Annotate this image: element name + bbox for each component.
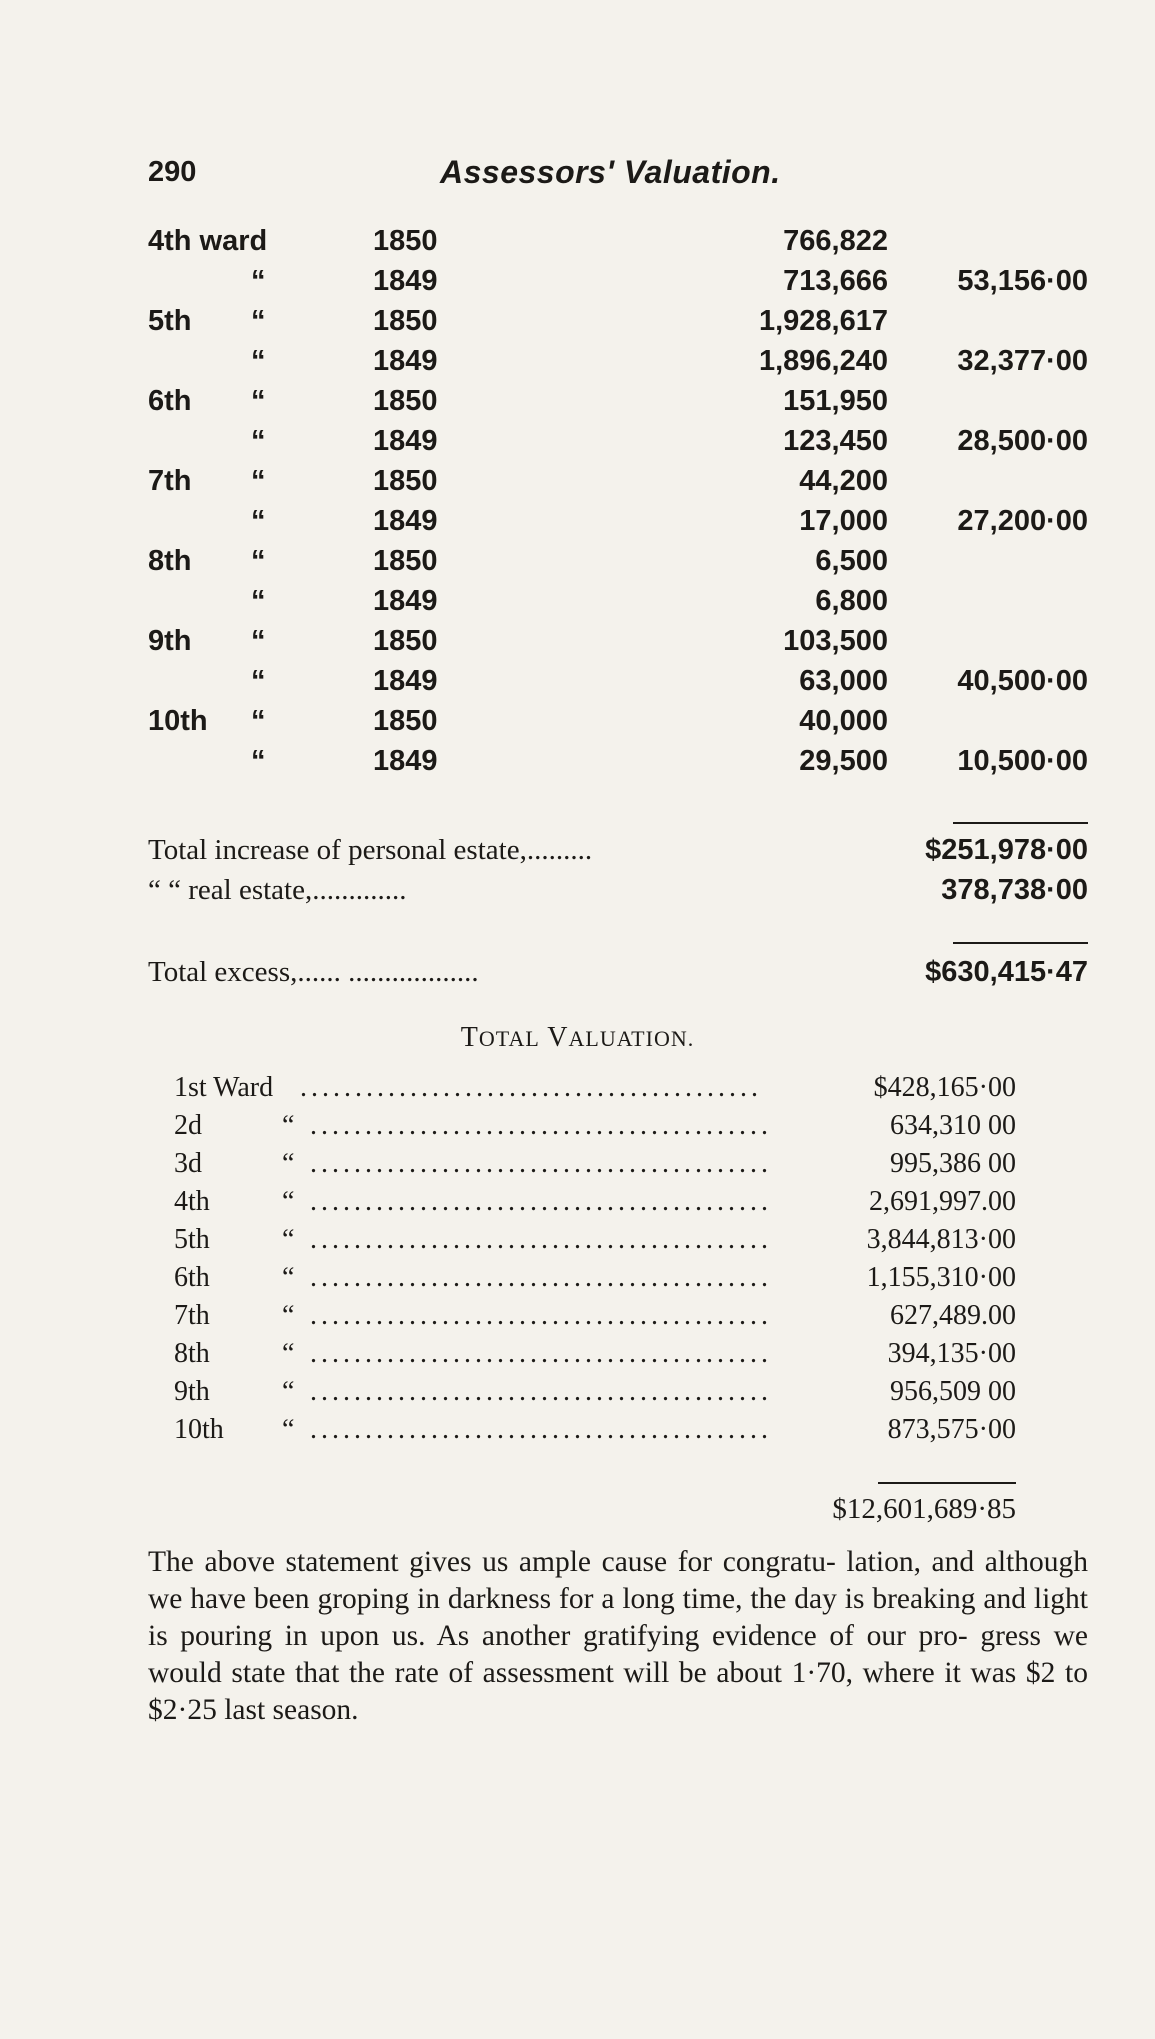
ward-cell: 8th xyxy=(174,1338,210,1369)
total-real-row xyxy=(148,874,1088,914)
table-row xyxy=(174,1414,1016,1452)
table-row xyxy=(174,1376,1016,1414)
ditto-mark: “ xyxy=(251,545,266,577)
dot-leader: .......................................... xyxy=(310,1110,772,1141)
table-row xyxy=(148,305,1088,345)
increase-cell: 53,156·00 xyxy=(957,265,1088,297)
ditto-mark: “ xyxy=(251,345,266,377)
year-cell: 1850 xyxy=(373,385,438,417)
ward-cell: 5th xyxy=(174,1224,210,1255)
total-personal-row xyxy=(148,834,1088,874)
value-cell: 1,928,617 xyxy=(758,305,888,337)
sum-rule xyxy=(953,942,1088,944)
page-number: 290 xyxy=(148,156,197,188)
amount-cell: 995,386 00 xyxy=(890,1148,1016,1179)
ward-cell: 9th xyxy=(148,625,192,657)
dot-leader: .......................................... xyxy=(310,1262,772,1293)
increase-cell: 10,500·00 xyxy=(957,745,1088,777)
heading-smallcaps: OTAL xyxy=(478,1026,540,1051)
value-cell: 29,500 xyxy=(799,745,888,777)
ditto-mark: “ xyxy=(251,625,266,657)
ditto-mark: “ xyxy=(251,705,266,737)
amount-cell: 1,155,310·00 xyxy=(866,1262,1016,1293)
heading-initial: T xyxy=(460,1022,479,1053)
year-cell: 1849 xyxy=(373,665,438,697)
ditto-mark: “ xyxy=(251,465,266,497)
ditto-mark: “ xyxy=(251,745,266,777)
value-cell: 766,822 xyxy=(783,225,888,257)
table-row xyxy=(148,385,1088,425)
ward-cell: 7th xyxy=(148,465,192,497)
total-excess-row xyxy=(148,956,1088,996)
year-cell: 1850 xyxy=(373,225,438,257)
dot-leader: .......................................... xyxy=(310,1338,772,1369)
ditto-mark: “ xyxy=(282,1338,295,1369)
increase-cell: 27,200·00 xyxy=(957,505,1088,537)
value-cell: 6,500 xyxy=(815,545,888,577)
amount-cell: 3,844,813·00 xyxy=(866,1224,1016,1255)
amount-cell: 634,310 00 xyxy=(890,1110,1016,1141)
table-row xyxy=(174,1110,1016,1148)
heading-smallcaps: ALUATION. xyxy=(568,1026,695,1051)
value-cell: 63,000 xyxy=(799,665,888,697)
ward-cell: 8th xyxy=(148,545,192,577)
ward-cell: 6th xyxy=(174,1262,210,1293)
ditto-mark: “ xyxy=(282,1110,295,1141)
ward-cell: 6th xyxy=(148,385,192,417)
ditto-mark: “ xyxy=(251,265,266,297)
valuation-table xyxy=(174,1072,1016,1452)
table-row xyxy=(148,345,1088,385)
table-row xyxy=(148,705,1088,745)
ditto-mark: “ xyxy=(251,665,266,697)
table-row xyxy=(148,465,1088,505)
dot-leader: .......................................... xyxy=(310,1224,772,1255)
table-row xyxy=(148,665,1088,705)
year-cell: 1850 xyxy=(373,305,438,337)
table-row xyxy=(174,1186,1016,1224)
dot-leader: .......................................... xyxy=(310,1300,772,1331)
ditto-mark: “ xyxy=(282,1148,295,1179)
excess-total xyxy=(148,956,1088,996)
amount-cell: 956,509 00 xyxy=(890,1376,1016,1407)
year-cell: 1850 xyxy=(373,705,438,737)
table-row xyxy=(148,545,1088,585)
table-row xyxy=(148,745,1088,785)
year-cell: 1849 xyxy=(373,745,438,777)
running-title: Assessors' Valuation. xyxy=(440,154,781,190)
increase-cell: 40,500·00 xyxy=(957,665,1088,697)
increase-totals xyxy=(148,834,1088,914)
sum-rule xyxy=(953,822,1088,824)
value-cell: 103,500 xyxy=(783,625,888,657)
ward-cell: 7th xyxy=(174,1300,210,1331)
year-cell: 1850 xyxy=(373,625,438,657)
dot-leader: .......................................... xyxy=(310,1186,772,1217)
total-real-label: “ “ real estate,............. xyxy=(148,874,407,906)
ditto-mark: “ xyxy=(251,305,266,337)
ward-cell: 9th xyxy=(174,1376,210,1407)
table-row xyxy=(174,1300,1016,1338)
dot-leader: .......................................... xyxy=(300,1072,762,1103)
table-row xyxy=(174,1338,1016,1376)
table-row xyxy=(174,1224,1016,1262)
year-cell: 1849 xyxy=(373,425,438,457)
ward-cell: 2d xyxy=(174,1110,202,1141)
ditto-mark: “ xyxy=(282,1186,295,1217)
ward-comparison-table xyxy=(148,225,1088,785)
ditto-mark: “ xyxy=(251,385,266,417)
value-cell: 151,950 xyxy=(783,385,888,417)
ditto-mark: “ xyxy=(282,1376,295,1407)
table-row xyxy=(148,225,1088,265)
table-row xyxy=(174,1148,1016,1186)
year-cell: 1849 xyxy=(373,585,438,617)
value-cell: 6,800 xyxy=(815,585,888,617)
total-real-amount: 378,738·00 xyxy=(941,874,1088,906)
value-cell: 123,450 xyxy=(783,425,888,457)
ditto-mark: “ xyxy=(251,585,266,617)
total-personal-amount: $251,978·00 xyxy=(925,834,1088,866)
total-excess-label: Total excess,...... .................. xyxy=(148,956,479,988)
ward-cell: 3d xyxy=(174,1148,202,1179)
ward-cell: 10th xyxy=(174,1414,224,1445)
body-paragraph: The above statement gives us ample cause for congratu- lation, and although we have been groping in darkness for a long time, the day is breaking and light is pouring in upon us. As another gratifying evidence of our pro- gress we would state that the rate of assessment will be about 1·70, where it was $2 to $2·25 last season. xyxy=(148,1546,1088,1726)
amount-cell: 394,135·00 xyxy=(887,1338,1016,1369)
value-cell: 44,200 xyxy=(799,465,888,497)
dot-leader: .......................................... xyxy=(310,1148,772,1179)
total-excess-amount: $630,415·47 xyxy=(925,956,1088,988)
table-row xyxy=(148,425,1088,465)
year-cell: 1850 xyxy=(373,545,438,577)
amount-cell: 873,575·00 xyxy=(887,1414,1016,1445)
year-cell: 1849 xyxy=(373,345,438,377)
ward-cell: 4th xyxy=(174,1186,210,1217)
year-cell: 1849 xyxy=(373,505,438,537)
ditto-mark: “ xyxy=(282,1224,295,1255)
value-cell: 17,000 xyxy=(799,505,888,537)
page-header xyxy=(148,156,1028,196)
amount-cell: 2,691,997.00 xyxy=(869,1186,1016,1217)
amount-cell: 627,489.00 xyxy=(890,1300,1016,1331)
amount-cell: $428,165·00 xyxy=(873,1072,1016,1103)
heading-initial: V xyxy=(547,1022,569,1053)
ward-cell: 5th xyxy=(148,305,192,337)
year-cell: 1849 xyxy=(373,265,438,297)
ditto-mark: “ xyxy=(251,425,266,457)
ward-cell: 4th ward xyxy=(148,225,268,257)
ward-cell: 10th xyxy=(148,705,208,737)
dot-leader: .......................................... xyxy=(310,1414,772,1445)
table-row xyxy=(174,1262,1016,1300)
increase-cell: 32,377·00 xyxy=(957,345,1088,377)
ditto-mark: “ xyxy=(282,1300,295,1331)
table-row xyxy=(148,585,1088,625)
ditto-mark: “ xyxy=(282,1414,295,1445)
table-row xyxy=(148,625,1088,665)
value-cell: 40,000 xyxy=(799,705,888,737)
total-personal-label: Total increase of personal estate,......... xyxy=(148,834,593,866)
grand-total: $12,601,689·85 xyxy=(832,1493,1016,1525)
table-row xyxy=(148,505,1088,545)
increase-cell: 28,500·00 xyxy=(957,425,1088,457)
dot-leader: .......................................... xyxy=(310,1376,772,1407)
table-row xyxy=(148,265,1088,305)
value-cell: 713,666 xyxy=(783,265,888,297)
sum-rule xyxy=(878,1482,1016,1484)
ward-cell: 1st Ward xyxy=(174,1072,274,1103)
ditto-mark: “ xyxy=(251,505,266,537)
section-heading xyxy=(0,1022,1155,1054)
table-row xyxy=(174,1072,1016,1110)
value-cell: 1,896,240 xyxy=(758,345,888,377)
ditto-mark: “ xyxy=(282,1262,295,1293)
year-cell: 1850 xyxy=(373,465,438,497)
